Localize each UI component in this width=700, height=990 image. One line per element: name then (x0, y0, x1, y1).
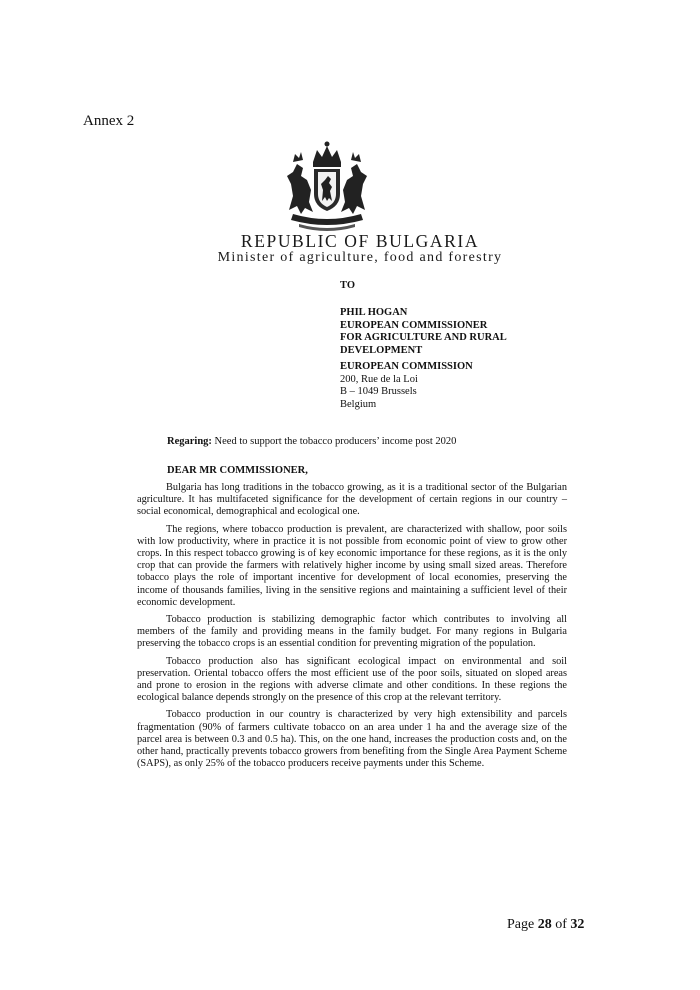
to-label: TO (340, 280, 355, 291)
body-paragraph: The regions, where tobacco production is prevalent, are characterized with shallow, poor soils with low productivity, where in practice it is not possible from economic point of view to grow other crops. In this respect tobacco growing is of key economic importance for these regions, as it is the only crop that can provide the farmers with relatively higher income by using small sized areas. Therefore tobacco plays the role of important incentive for development of local economies, preserving the income of thousands families, living in the sensitive regions and maintaining a sufficient level of their economic development. (137, 523, 567, 608)
body-paragraph: Bulgaria has long traditions in the tobacco growing, as it is a traditional sector of the Bulgarian agriculture. It has multifaceted significance for the development of certain regions in our country – social economical, demographical and ecological one. (137, 482, 567, 518)
country-heading: REPUBLIC OF BULGARIA (240, 231, 480, 251)
recipient-line: EUROPEAN COMMISSIONER (340, 319, 488, 331)
recipient-line: DEVELOPMENT (340, 344, 423, 356)
subject-label: Regaring: (167, 436, 212, 447)
salutation: DEAR MR COMMISSIONER, (167, 465, 308, 476)
bulgaria-coat-of-arms-icon (283, 140, 371, 232)
total-pages: 32 (570, 917, 585, 932)
address-line: B – 1049 Brussels (340, 386, 417, 397)
organisation-name: EUROPEAN COMMISSION (340, 361, 473, 372)
subject-line (167, 436, 456, 447)
address-line: 200, Rue de la Loi (340, 373, 418, 385)
recipient-line: PHIL HOGAN (340, 307, 408, 318)
organisation-block (340, 361, 473, 411)
subject-text: Need to support the tobacco producers’ income post 2020 (211, 436, 457, 447)
annex-label: Annex 2 (83, 113, 135, 129)
page-word: Page (507, 917, 538, 932)
recipient-line: FOR AGRICULTURE AND RURAL (340, 332, 507, 343)
page-number (507, 917, 584, 933)
body-paragraph: Tobacco production in our country is characterized by very high extensibility and parcels fragmentation (90% of farmers cultivate tobacco on an area under 1 ha and the average size of the parcel area is between 0.3 and 0.5 ha). This, on the one hand, increases the production costs and, on the other hand, practically prevents tobacco growers from benefiting from the Single Area Payment Scheme (SAPS), as only 25% of the tobacco producers receive payments under this Scheme. (137, 709, 567, 770)
body-paragraph: Tobacco production is stabilizing demographic factor which contributes to involving all members of the family and providing means in the family budget. For many regions in Bulgaria preserving the tobacco crops is an essential condition for preventing migration of the population. (137, 614, 567, 650)
current-page: 28 (537, 917, 552, 932)
ministry-heading: Minister of agriculture, food and forestry (217, 250, 503, 265)
of-word: of (551, 917, 571, 932)
address-line: Belgium (340, 398, 377, 410)
letter-body (137, 482, 567, 775)
body-paragraph: Tobacco production also has significant ecological impact on environmental and soil preservation. Oriental tobacco offers the most efficient use of the poor soils, situated on sloped areas and prone to erosion in the regions with adverse climate and other conditions. In these regions the ecological balance depends strongly on the presence of this crop at the relevant territory. (137, 655, 567, 704)
recipient-block (340, 307, 507, 357)
